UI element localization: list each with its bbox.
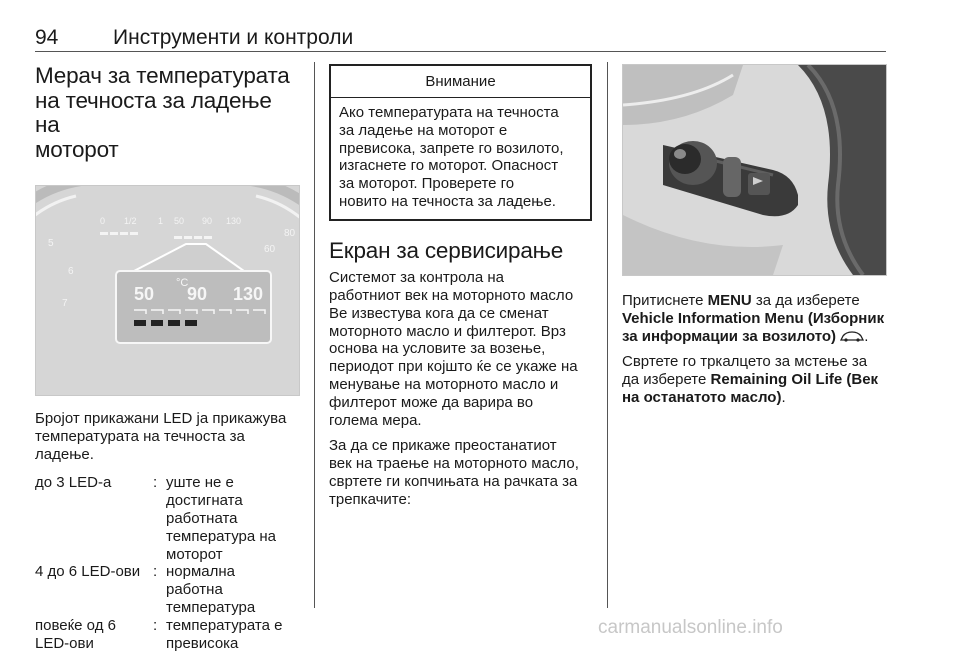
- section-title-temperature: Мерач за температурата на течноста за ладење на моторот: [35, 63, 290, 162]
- notice-title: Внимание: [331, 66, 590, 98]
- svg-text:1: 1: [158, 216, 164, 226]
- page-number: 94: [35, 26, 59, 49]
- table-row: 4 до 6 LED-ови : нормална работна температура: [35, 563, 300, 616]
- turn-signal-stalk-illustration: [623, 65, 886, 275]
- table-row: повеќе од 6 LED-ови : температурата е превисока: [35, 617, 300, 652]
- svg-text:90: 90: [202, 216, 213, 226]
- table-desc: температурата е превисока: [166, 616, 283, 652]
- dial-right-80: 80: [284, 228, 296, 239]
- service-paragraph-2: За да се прикаже преостанатиот век на траење на моторното масло, свртете ги копчињата на рачката за трепкачите:: [329, 437, 579, 508]
- figure-caption: Бројот прикажани LED ја прикажува температурата на течноста за ладење.: [35, 410, 287, 463]
- running-title: Инструменти и контроли: [113, 26, 354, 49]
- stalk-figure: [622, 64, 887, 276]
- header-rule: [35, 51, 886, 52]
- thumbwheel: [723, 157, 741, 197]
- stalk-button: [748, 173, 770, 195]
- svg-text:1/2: 1/2: [124, 216, 137, 226]
- table-term: 4 до 6 LED-ови: [35, 563, 141, 581]
- right-column: [622, 64, 887, 407]
- table-term: повеќе од 6 LED-ови: [35, 616, 116, 652]
- dial-left-6: 6: [68, 266, 74, 277]
- svg-text:50: 50: [174, 216, 185, 226]
- table-row: до 3 LED-а : уште не е достигната работната температура на моторот: [35, 474, 300, 563]
- table-desc: уште не е достигната работната температура на моторот: [166, 474, 277, 563]
- inset-90: 90: [187, 284, 208, 304]
- notice-body: Ако температурата на течноста за ладење на моторот е превисока, запрете го возилото, изгаснете го моторот. Опасност за моторот. Проверете го новито на течноста за ладење.: [339, 104, 564, 210]
- right-instructions-2: Свртете го тркалцето за мстење за да изберете Remaining Oil Life (Век на останатото масло).: [622, 353, 879, 406]
- page-header: [35, 26, 885, 54]
- table-term: до 3 LED-а: [35, 474, 112, 492]
- inset-50: 50: [134, 284, 155, 304]
- menu-button-label: MENU: [707, 292, 752, 309]
- warning-notice: [329, 64, 592, 221]
- dial-left-7: 7: [62, 298, 68, 309]
- car-icon: [840, 330, 864, 342]
- svg-text:130: 130: [226, 216, 242, 226]
- table-desc: нормална работна температура: [166, 563, 256, 616]
- dial-left-5: 5: [48, 238, 54, 249]
- inset-130: 130: [233, 284, 264, 304]
- section-title-service: Екран за сервисирање: [329, 237, 564, 263]
- column-divider-2: [607, 62, 608, 608]
- dial-right-60: 60: [264, 244, 276, 255]
- coolant-gauge-figure: [35, 185, 300, 396]
- left-column: [35, 64, 300, 652]
- inset-unit: °C: [176, 277, 189, 289]
- right-instructions: Притиснете MENU за да изберете Vehicle Information Menu (Изборник за информации за возилото) .: [622, 292, 885, 345]
- service-paragraph-1: Системот за контрола на работниот век на моторното масло Ве известува кога да се сменат моторното масло и филтерот. Врз основа на условите за возење, периодот при којшто ќе се укаже на менување на моторното масло и филтерот може да варира во голема мера.: [329, 269, 578, 429]
- column-divider-1: [314, 62, 315, 608]
- svg-text:0: 0: [100, 216, 106, 226]
- coolant-gauge-illustration: [36, 186, 299, 395]
- middle-column: [329, 64, 594, 509]
- led-meaning-table: [35, 474, 300, 652]
- footer-watermark: carmanualsonline.info: [598, 617, 783, 638]
